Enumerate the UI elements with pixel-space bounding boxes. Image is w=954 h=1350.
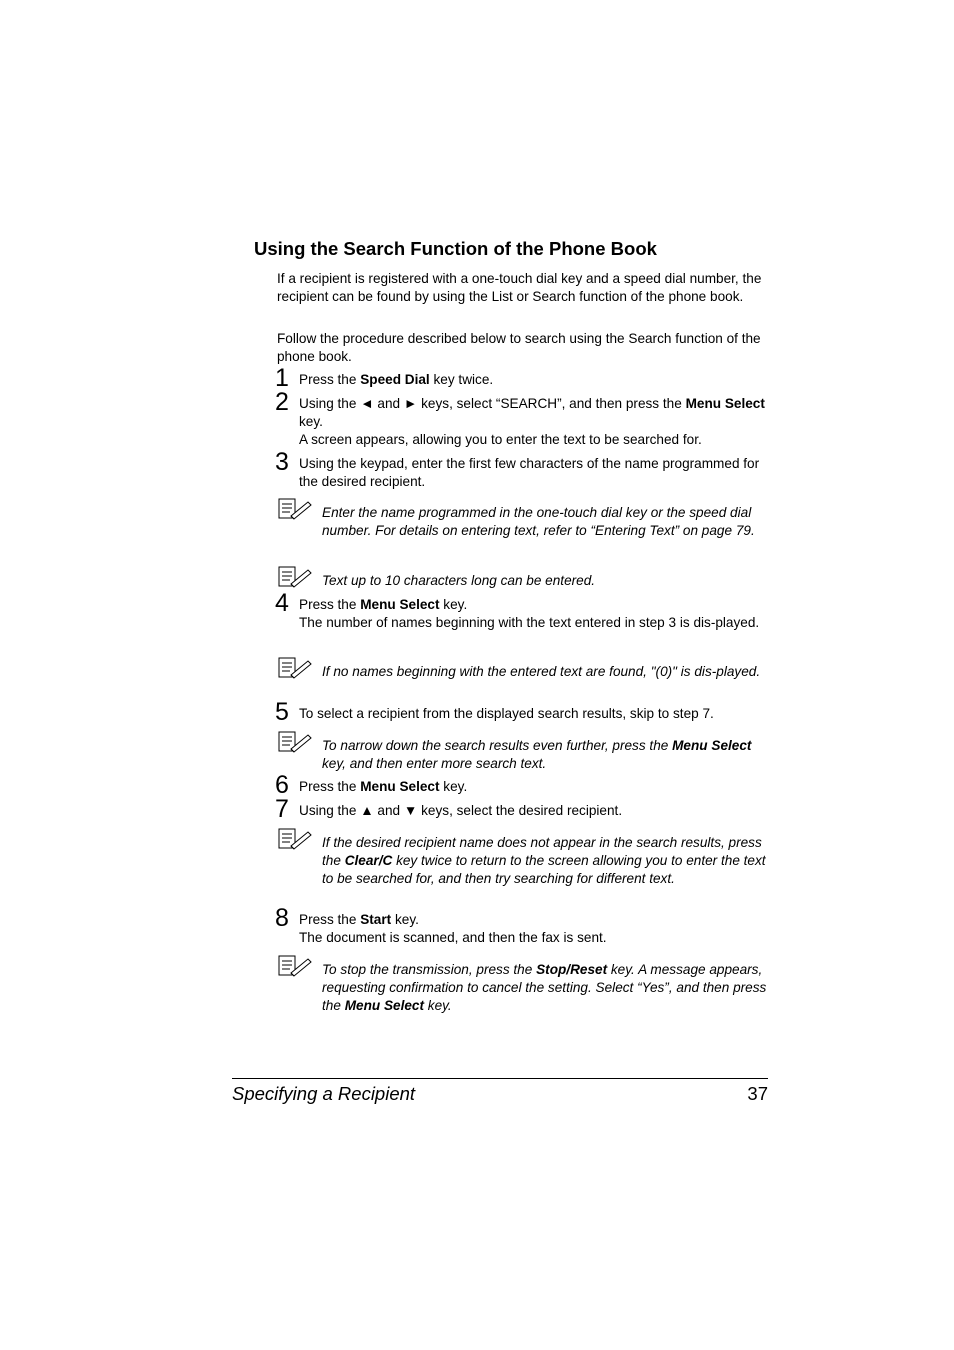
intro-paragraph-1: If a recipient is registered with a one-touch dial key and a speed dial number, the recipient can be found by using the List or Search function of the phone book. [277,271,762,304]
step-text-2: Using the ◄ and ► keys, select “SEARCH”, and then press the Menu Select key. A screen appears, allowing you to enter the text to be searched for. [299,396,765,447]
step-text-1: Press the Speed Dial key twice. [299,372,494,387]
footer-page-number: 37 [747,1083,768,1104]
note-text-4: To narrow down the search results even further, press the Menu Select key, and then enter more search text. [322,738,752,771]
step-text-4: Press the Menu Select key. The number of names beginning with the text entered in step 3 is dis-played. [299,597,760,630]
step-number-3: 3 [275,448,289,476]
note-text-6: To stop the transmission, press the Stop/Reset key. A message appears, requesting confirmation to cancel the setting. Select “Yes”, and then press the Menu Select key. [322,962,767,1013]
step-number-1: 1 [275,364,289,392]
step-text-8: Press the Start key. The document is scanned, and then the fax is sent. [299,912,607,945]
step-number-6: 6 [275,771,289,799]
step-text-5: To select a recipient from the displayed search results, skip to step 7. [299,706,714,721]
intro-paragraph-2: Follow the procedure described below to search using the Search function of the phone book. [277,331,761,364]
note-pencil-icon [278,828,312,850]
step-number-5: 5 [275,698,289,726]
note-text-5: If the desired recipient name does not appear in the search results, press the Clear/C key twice to return to the screen allowing you to enter the text to be searched for, and then try searching for different text. [322,835,766,886]
footer-rule [232,1078,768,1079]
step-number-7: 7 [275,795,289,823]
step-text-3: Using the keypad, enter the first few characters of the name programmed for the desired recipient. [299,456,760,489]
note-pencil-icon [278,566,312,588]
footer-chapter-title: Specifying a Recipient [232,1083,416,1104]
step-number-8: 8 [275,904,289,932]
step-text-6: Press the Menu Select key. [299,779,468,794]
note-pencil-icon [278,955,312,977]
step-text-7: Using the ▲ and ▼ keys, select the desired recipient. [299,803,623,818]
section-title: Using the Search Function of the Phone Book [254,238,657,259]
note-text-2: Text up to 10 characters long can be entered. [322,573,596,588]
note-pencil-icon [278,498,312,520]
step-number-2: 2 [275,388,289,416]
note-pencil-icon [278,731,312,753]
step-number-4: 4 [275,589,289,617]
note-text-1: Enter the name programmed in the one-touch dial key or the speed dial number. For details on entering text, refer to “Entering Text” on page 79. [322,505,755,538]
note-pencil-icon [278,657,312,679]
note-text-3: If no names beginning with the entered text are found, "(0)" is dis-played. [322,664,761,679]
